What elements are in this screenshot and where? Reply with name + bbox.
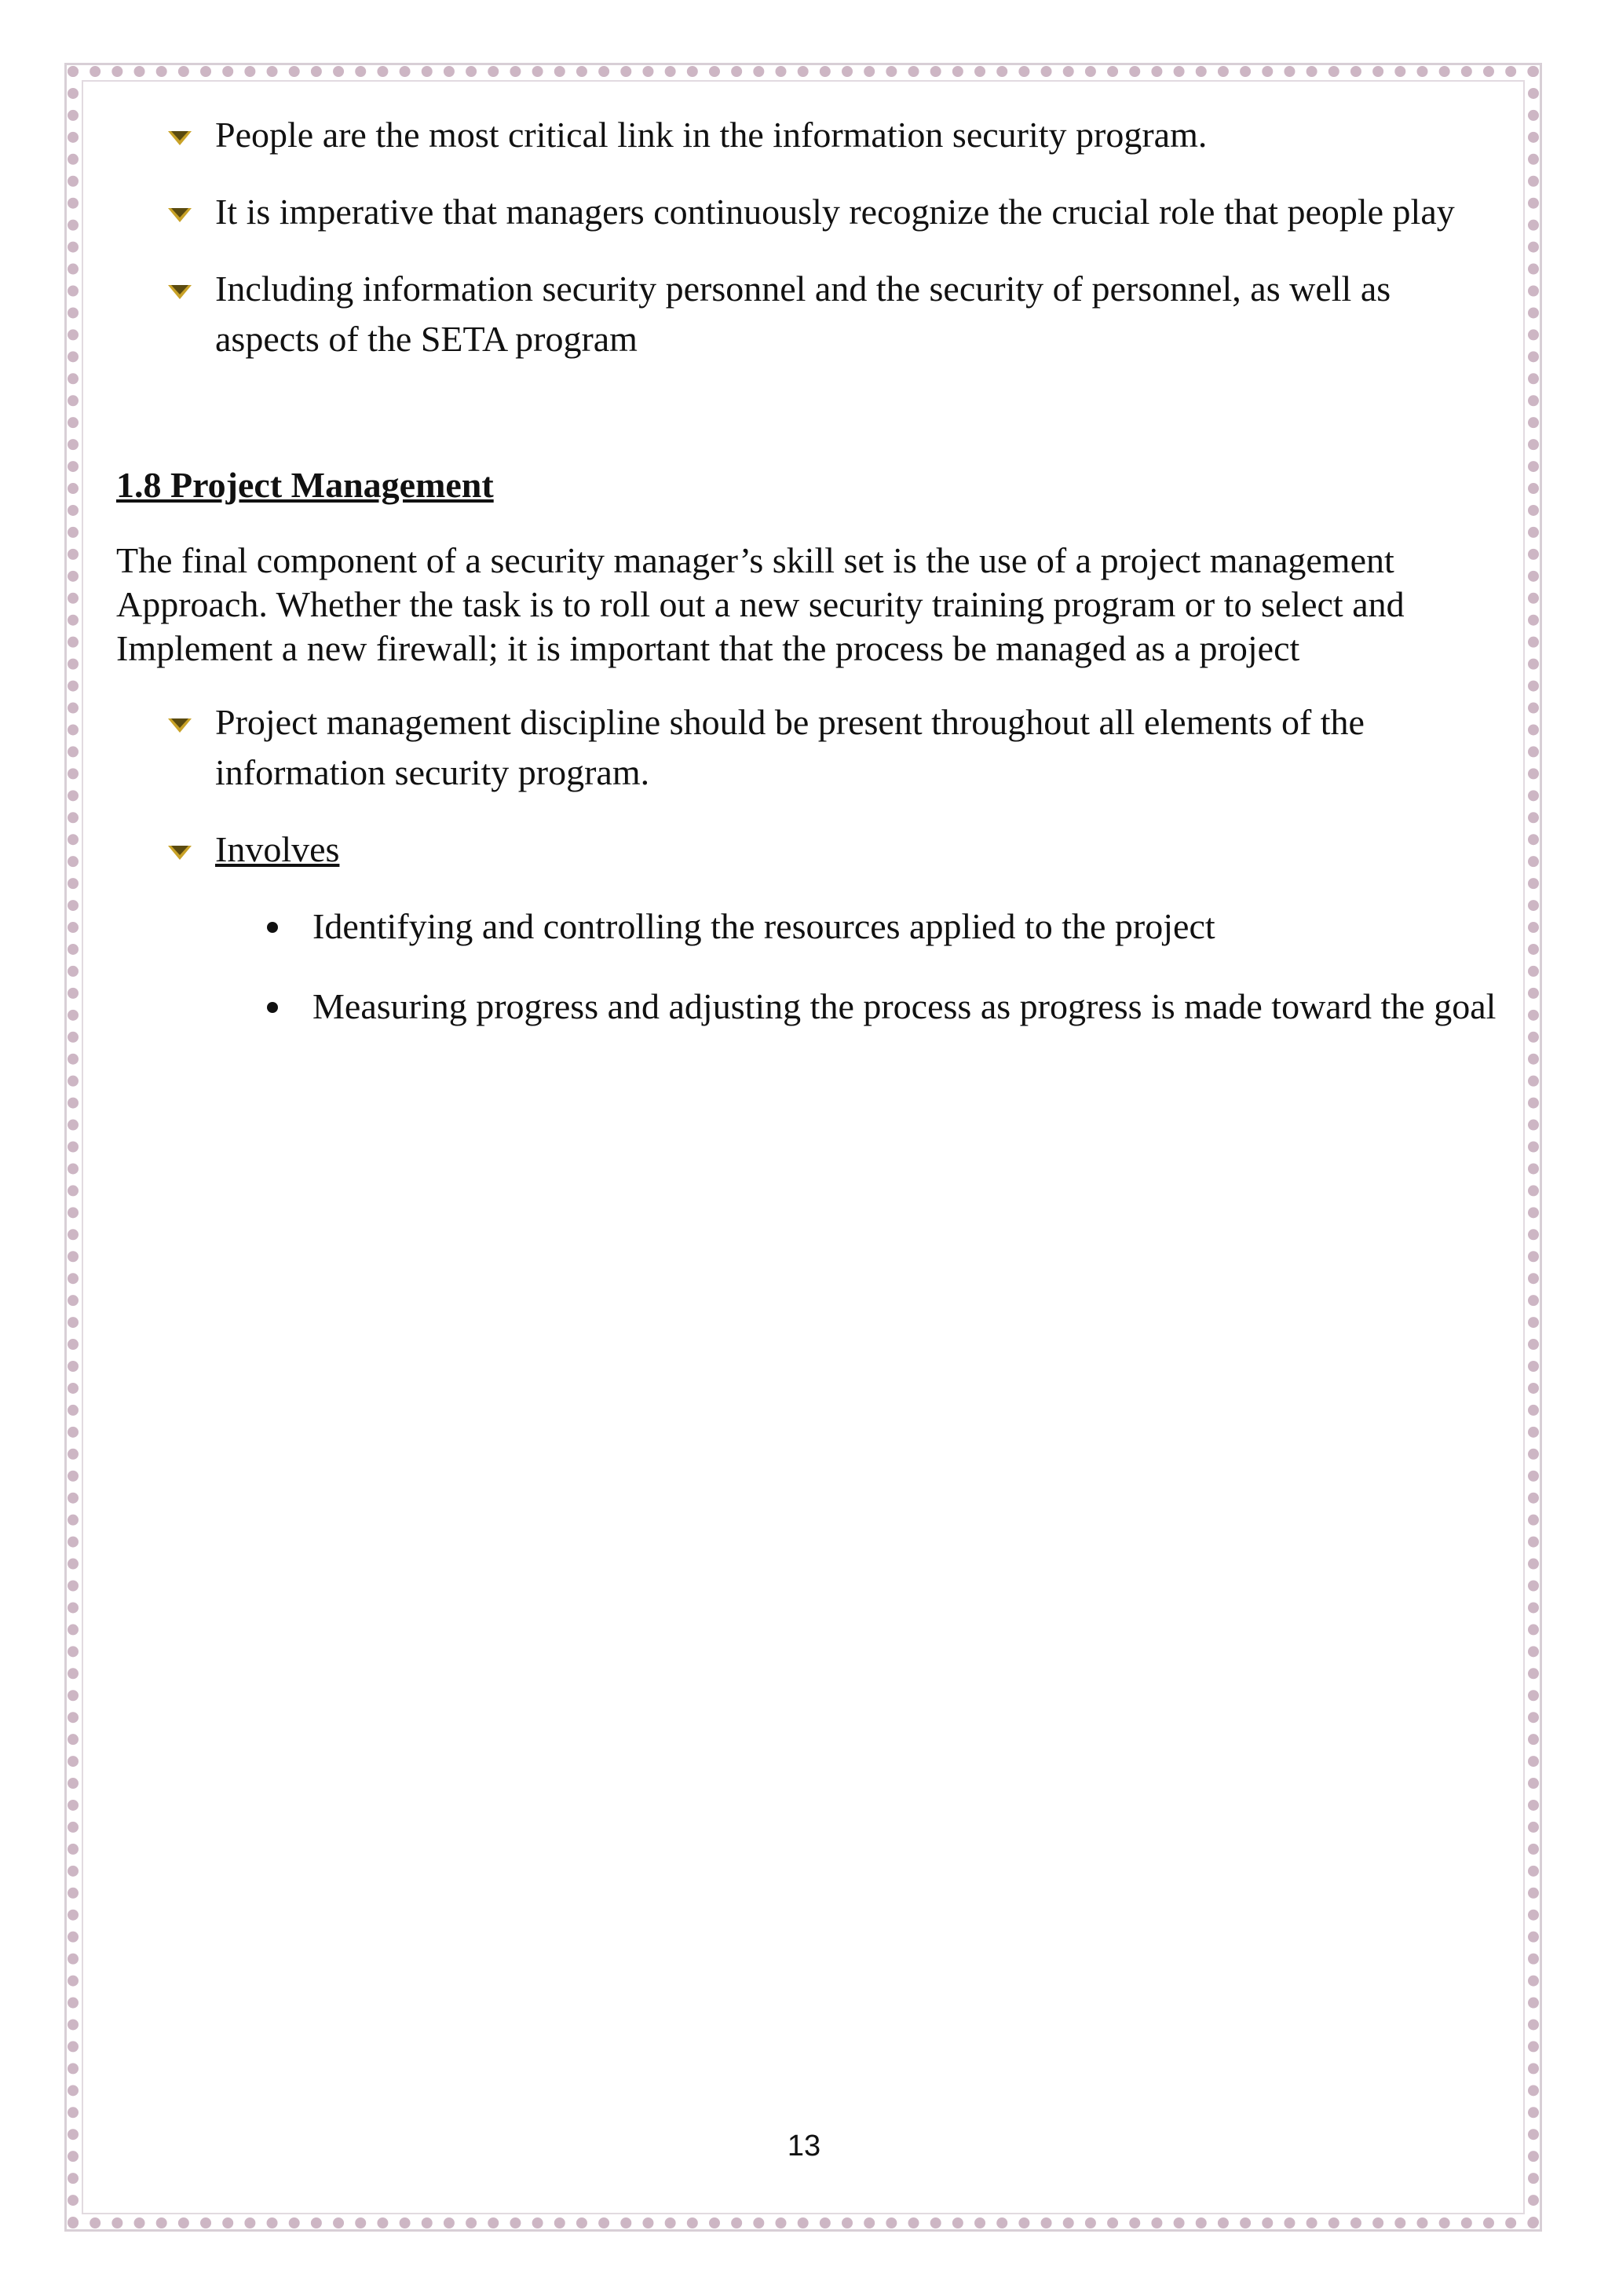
arrow-bullet-icon	[168, 843, 192, 860]
bullet-item	[116, 824, 1498, 875]
arrow-bullet-icon	[168, 715, 192, 733]
sub-bullet-text: Measuring progress and adjusting the process as progress is made toward the goal	[312, 986, 1497, 1026]
dot-bullet-icon	[267, 1002, 278, 1013]
bullet-item	[116, 110, 1498, 160]
section-heading: 1.8 Project Management	[116, 465, 494, 505]
bullet-text: People are the most critical link in the information security program.	[215, 115, 1208, 155]
bullet-item	[116, 187, 1498, 237]
involves-label: Involves	[215, 829, 340, 869]
bullet-text: It is imperative that managers continuously recognize the crucial role that people play	[215, 192, 1455, 232]
arrow-bullet-icon	[168, 128, 192, 145]
sub-bullet-item	[116, 982, 1498, 1032]
arrow-bullet-icon	[168, 282, 192, 299]
bullet-text: Project management discipline should be present throughout all elements of the information security program.	[215, 702, 1365, 792]
page-content	[116, 110, 1498, 1062]
sub-bullet-list	[116, 901, 1498, 1032]
page-number: 13	[787, 2130, 821, 2163]
sub-bullet-item	[116, 901, 1498, 952]
arrow-bullet-icon	[168, 205, 192, 222]
dot-bullet-icon	[267, 922, 278, 933]
section-paragraph: The final component of a security manager’s skill set is the use of a project management Approach. Whether the task is to roll out a new security training program or to select and Implement a new firewall; it is important that the process be managed as a project	[116, 540, 1405, 668]
bullet-item	[116, 697, 1498, 798]
bullet-item	[116, 264, 1498, 364]
bullet-text: Including information security personnel and the security of personnel, as well as aspects of the SETA program	[215, 269, 1391, 359]
sub-bullet-text: Identifying and controlling the resources applied to the project	[312, 906, 1215, 946]
